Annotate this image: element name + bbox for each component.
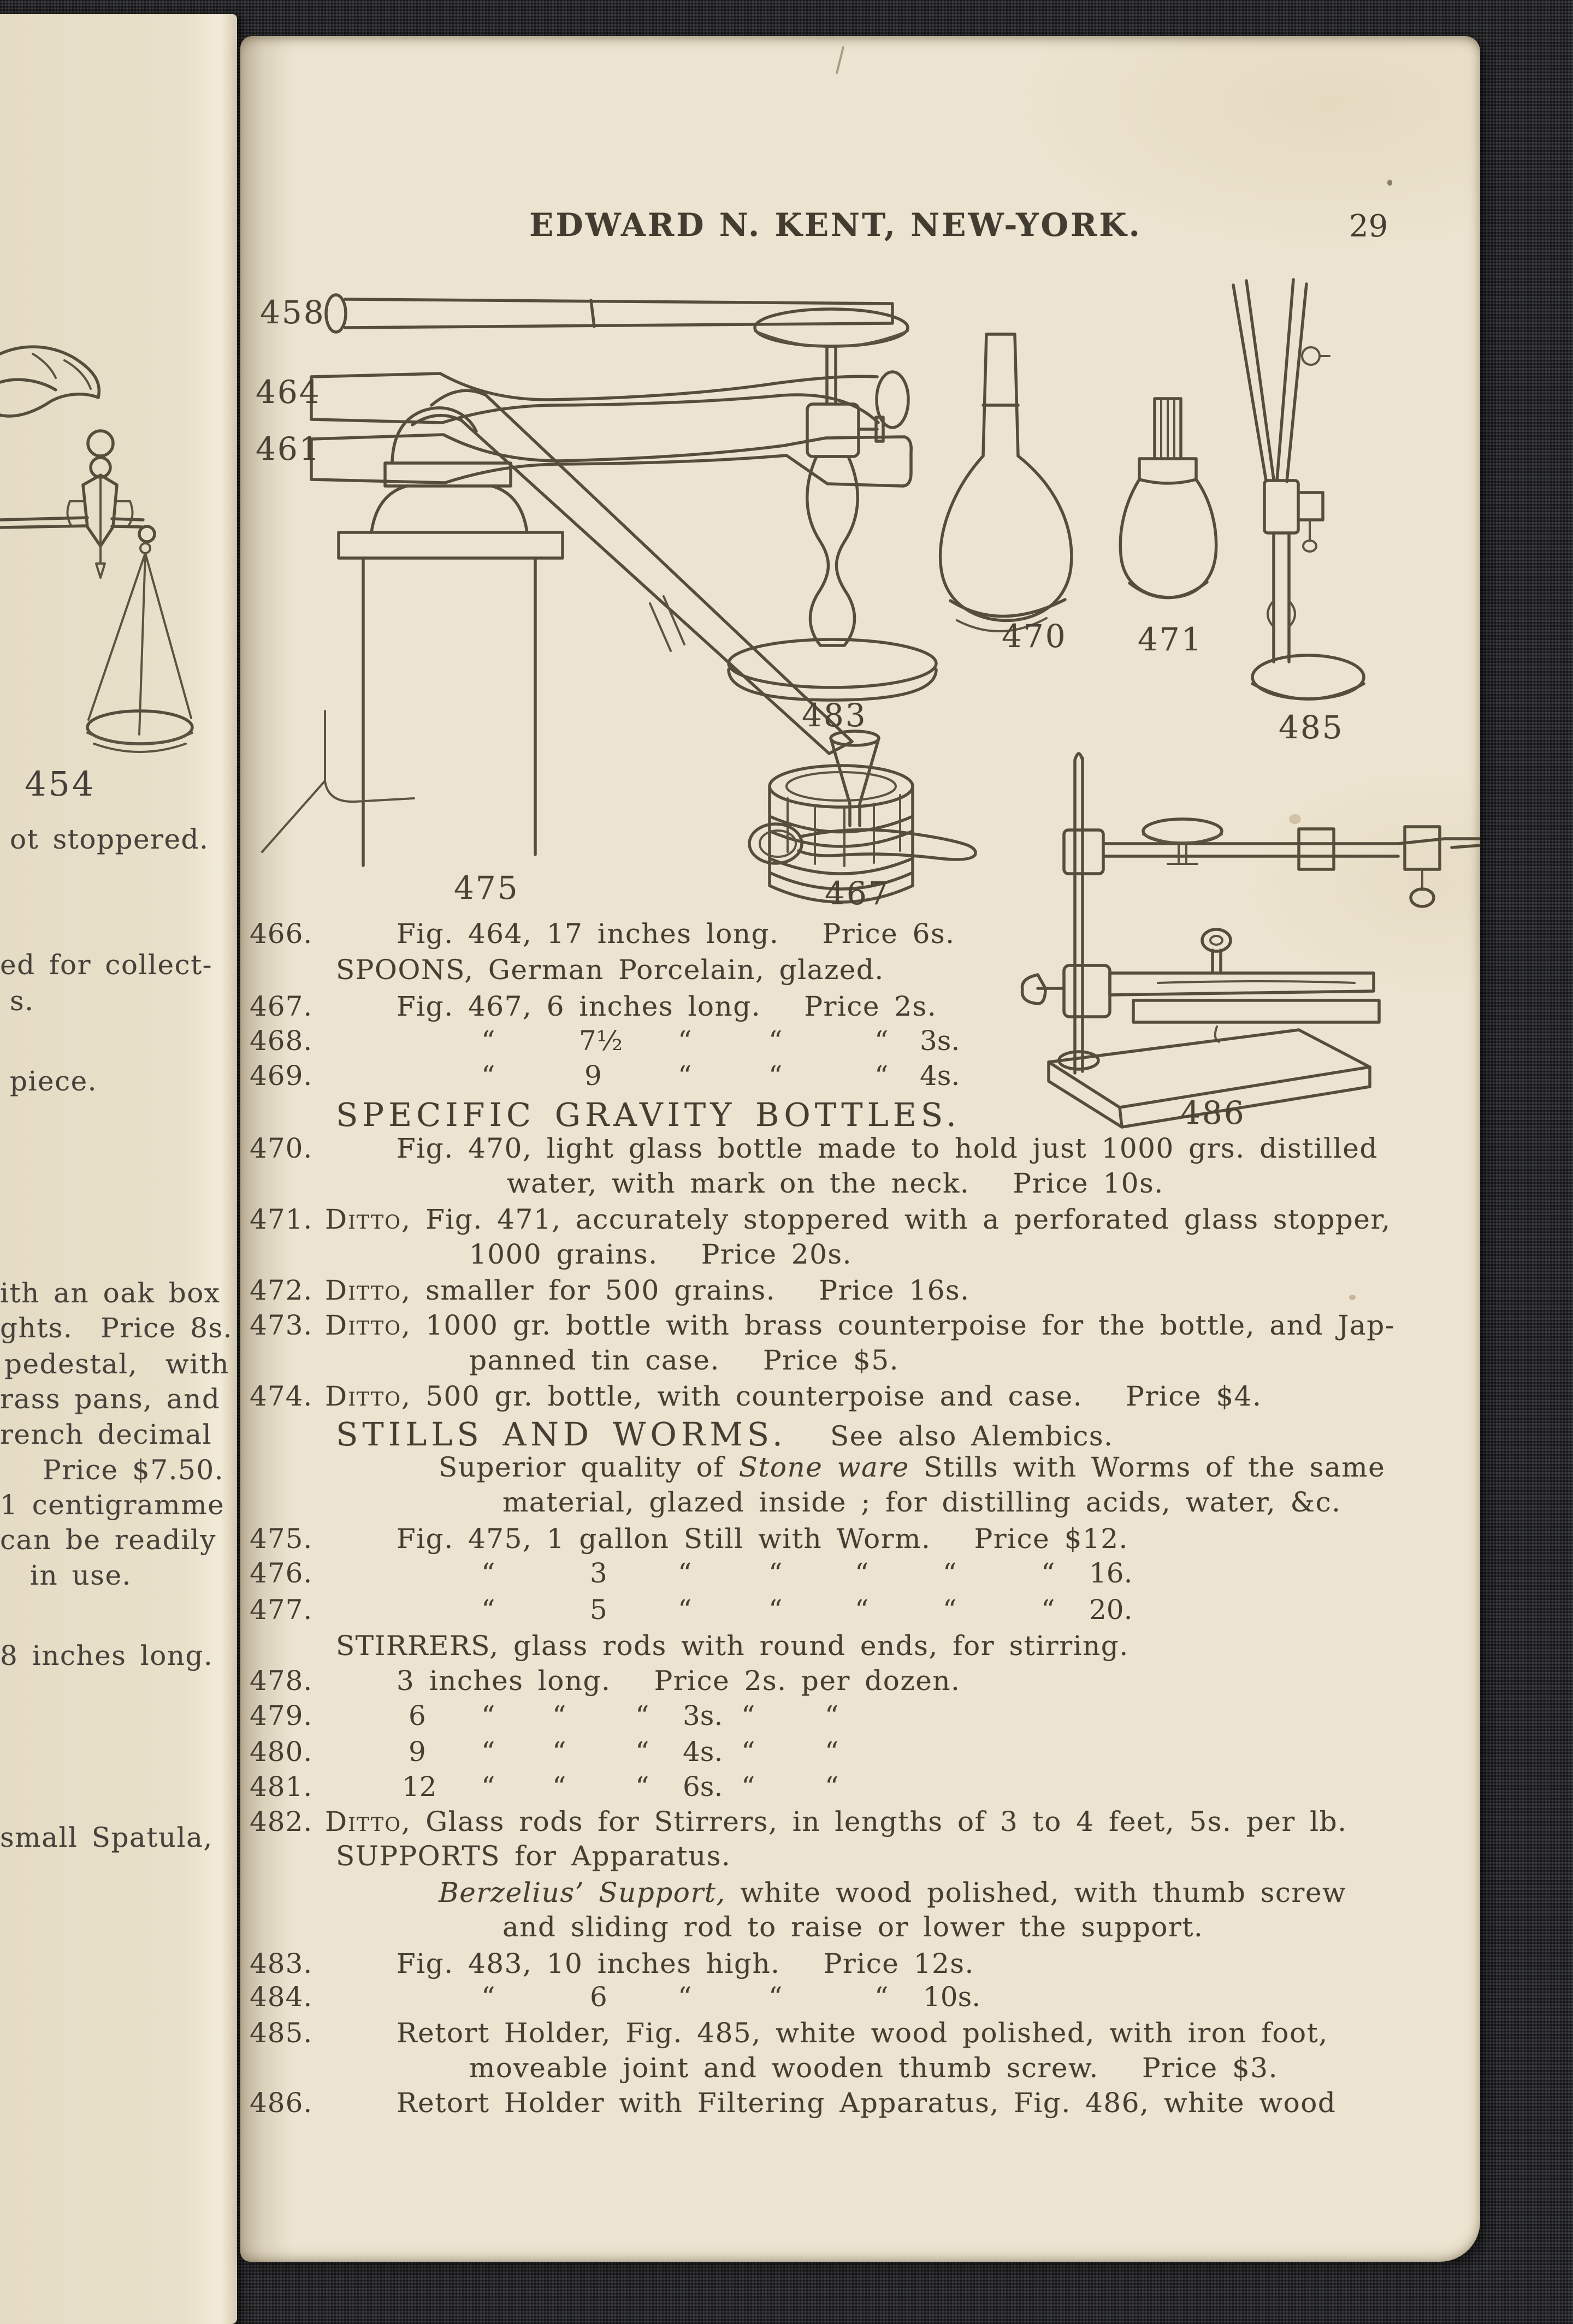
catalog-line [240, 954, 1480, 988]
figure-label-461: 461 [256, 430, 321, 467]
figure-label-471: 471 [1138, 621, 1203, 658]
catalog-line [240, 1060, 1480, 1094]
ditto-cell: 7½ [579, 1025, 623, 1057]
catalog-line [240, 1981, 1480, 2015]
ditto-cell: “ [481, 1025, 495, 1057]
left-page-fragment: Price $7.50. [43, 1454, 224, 1486]
left-page-fragment: ith an oak box [0, 1277, 221, 1309]
figure-label-486: 486 [1180, 1094, 1246, 1131]
ditto-cell: “ [1041, 1594, 1055, 1626]
line-text: Ditto, Glass rods for Stirrers, in lengths of 3 to 4 feet, 5s. per lb. [325, 1806, 1347, 1837]
line-text: Retort Holder, Fig. 485, white wood polished, with iron foot, [397, 2017, 1328, 2049]
ditto-cell: “ [825, 1771, 839, 1803]
ditto-cell: “ [481, 1981, 495, 2013]
ditto-cell: “ [481, 1557, 495, 1589]
ditto-cell: 9 [584, 1060, 602, 1092]
ditto-cell: “ [874, 1060, 889, 1092]
catalog-line [240, 991, 1480, 1024]
line-text: 1000 grains. Price 20s. [469, 1238, 852, 1270]
left-page [0, 14, 237, 2324]
figure-label-467: 467 [825, 875, 890, 912]
ditto-cell: “ [678, 1557, 692, 1589]
ditto-cell: “ [874, 1981, 889, 2013]
catalog-line [240, 1238, 1480, 1272]
figure-485-retort-holder [1233, 280, 1364, 699]
line-text: Fig. 464, 17 inches long. Price 6s. [397, 918, 955, 950]
line-text: Fig. 470, light glass bottle made to hold just 1000 grs. distilled [397, 1133, 1378, 1164]
catalog-line [240, 1771, 1480, 1805]
ditto-cell: “ [768, 1981, 783, 2013]
item-number: 477. [250, 1594, 313, 1626]
ditto-cell: 6s. [683, 1771, 723, 1803]
ditto-cell: “ [678, 1025, 692, 1057]
ditto-cell: “ [552, 1700, 566, 1732]
ditto-cell: “ [552, 1771, 566, 1803]
item-number: 468. [250, 1025, 313, 1057]
figure-label-470: 470 [1002, 618, 1067, 655]
ditto-cell: “ [678, 1981, 692, 2013]
item-number: 483. [250, 1948, 313, 1979]
figure-label-454: 454 [25, 764, 96, 804]
figure-471-stoppered-bottle [1120, 399, 1216, 598]
catalog-line [240, 1806, 1480, 1840]
item-number: 467. [250, 991, 313, 1022]
item-number: 476. [250, 1557, 313, 1589]
line-text: Ditto, 500 gr. bottle, with counterpoise and case. Price $4. [325, 1380, 1262, 1412]
ditto-cell: “ [635, 1736, 649, 1768]
left-page-fragment: ghts. Price 8s. [0, 1312, 233, 1344]
line-text: STIRRERS, glass rods with round ends, for stirring. [336, 1630, 1129, 1662]
line-text: water, with mark on the neck. Price 10s. [507, 1167, 1164, 1199]
item-number: 470. [250, 1133, 313, 1164]
catalog-line [240, 1204, 1480, 1237]
left-page-fragment: rass pans, and [0, 1383, 221, 1415]
paper-stain [1349, 1295, 1356, 1300]
line-text: Retort Holder with Filtering Apparatus, Fig. 486, white wood [397, 2087, 1337, 2119]
ditto-cell: “ [855, 1557, 869, 1589]
ditto-cell: “ [943, 1594, 957, 1626]
ditto-cell: “ [481, 1594, 495, 1626]
catalog-line [240, 1523, 1480, 1557]
figure-475-still-with-worm [262, 390, 913, 902]
catalog-line [240, 1344, 1480, 1378]
figure-470-specific-gravity-bottle [941, 334, 1072, 631]
catalog-line [240, 1309, 1480, 1343]
catalog-line [240, 1877, 1480, 1911]
ditto-cell: “ [1041, 1557, 1055, 1589]
figure-label-464: 464 [256, 374, 321, 411]
item-number: 466. [250, 918, 313, 950]
ditto-cell: 3 [590, 1557, 607, 1589]
catalog-line [240, 1133, 1480, 1166]
catalog-line [240, 2017, 1480, 2051]
figure-label-475: 475 [454, 869, 519, 906]
ditto-cell: “ [678, 1594, 692, 1626]
line-text: Ditto, 1000 gr. bottle with brass counterpoise for the bottle, and Jap- [325, 1309, 1395, 1341]
figure-label-483: 483 [802, 697, 867, 734]
catalog-page [240, 36, 1480, 2262]
ditto-cell: “ [874, 1025, 889, 1057]
line-text: Fig. 483, 10 inches high. Price 12s. [397, 1948, 974, 1979]
page-title: EDWARD N. KENT, NEW-YORK. [529, 206, 1142, 244]
ditto-cell: “ [481, 1700, 495, 1732]
line-text: Ditto, Fig. 471, accurately stoppered with a perforated glass stopper, [325, 1204, 1391, 1235]
figure-483-berzelius-support [729, 309, 936, 700]
item-number: 484. [250, 1981, 313, 2013]
catalog-line [240, 1700, 1480, 1734]
item-number: 478. [250, 1665, 313, 1697]
ditto-cell: “ [768, 1025, 783, 1057]
figure-464-spatula [311, 372, 908, 428]
catalog-line [240, 1096, 1480, 1134]
catalog-line [240, 1274, 1480, 1308]
ditto-cell: “ [481, 1771, 495, 1803]
catalog-line [240, 1630, 1480, 1664]
catalog-line [240, 1557, 1480, 1591]
left-page-fragment: piece. [10, 1065, 98, 1097]
item-number: 471. [250, 1204, 313, 1235]
ditto-cell: 9 [409, 1736, 426, 1768]
left-page-fragment: ed for collect- [0, 949, 213, 981]
item-number: 469. [250, 1060, 313, 1092]
line-text: Fig. 467, 6 inches long. Price 2s. [397, 991, 937, 1022]
left-page-fragment: in use. [30, 1560, 132, 1591]
ditto-cell: 4s. [683, 1736, 723, 1768]
ditto-cell: “ [825, 1736, 839, 1768]
ditto-cell: 10s. [923, 1981, 981, 2013]
item-number: 481. [250, 1771, 313, 1803]
item-number: 479. [250, 1700, 313, 1732]
ditto-cell: “ [943, 1557, 957, 1589]
line-text: Superior quality of Stone ware Stills with Worms of the same [439, 1451, 1386, 1483]
item-number: 485. [250, 2017, 313, 2049]
ditto-cell: “ [678, 1060, 692, 1092]
ditto-cell: 6 [409, 1700, 426, 1732]
item-number: 474. [250, 1380, 313, 1412]
line-text: SPOONS, German Porcelain, glazed. [336, 954, 884, 986]
catalog-line [240, 1911, 1480, 1945]
catalog-line [240, 1486, 1480, 1520]
catalog-line [240, 1948, 1480, 1982]
page-number: 29 [1349, 209, 1388, 244]
ditto-cell: “ [635, 1771, 649, 1803]
ditto-cell: “ [825, 1700, 839, 1732]
catalog-line [240, 1167, 1480, 1201]
catalog-line [240, 918, 1480, 952]
catalog-line [240, 1025, 1480, 1059]
catalog-line [240, 1415, 1480, 1453]
left-page-fragment: rench decimal [0, 1419, 212, 1450]
catalog-line [240, 2087, 1480, 2121]
left-page-fragment: small Spatula, [0, 1822, 213, 1853]
ditto-cell: “ [635, 1700, 649, 1732]
item-number: 472. [250, 1274, 313, 1306]
ditto-cell: “ [855, 1594, 869, 1626]
catalog-line [240, 1840, 1480, 1874]
ditto-cell: “ [768, 1557, 783, 1589]
left-page-fragment: 8 inches long. [0, 1640, 214, 1671]
catalog-line [240, 1736, 1480, 1770]
line-text: Berzelius’ Support, white wood polished, with thumb screw [439, 1877, 1347, 1908]
ditto-cell: 12 [402, 1771, 437, 1803]
ditto-cell: 20. [1089, 1594, 1133, 1626]
ditto-cell: “ [768, 1060, 783, 1092]
ditto-cell: 5 [590, 1594, 607, 1626]
line-text: SPECIFIC GRAVITY BOTTLES. [336, 1096, 961, 1134]
line-text: Ditto, smaller for 500 grains. Price 16s. [325, 1274, 970, 1306]
catalog-line [240, 1451, 1480, 1485]
ditto-cell: “ [768, 1594, 783, 1626]
catalog-line [240, 1380, 1480, 1414]
ditto-cell: “ [741, 1700, 755, 1732]
left-page-fragment: ot stoppered. [10, 823, 209, 855]
line-text: STILLS AND WORMS. See also Alembics. [336, 1415, 1114, 1453]
line-text: moveable joint and wooden thumb screw. Price $3. [469, 2052, 1278, 2084]
catalog-line [240, 1594, 1480, 1628]
paper-stain [1289, 814, 1301, 824]
paper-speck [1387, 180, 1392, 186]
line-text: panned tin case. Price $5. [469, 1344, 900, 1376]
line-text: and sliding rod to raise or lower the support. [502, 1911, 1204, 1943]
item-number: 486. [250, 2087, 313, 2119]
figure-461-spatula [311, 435, 911, 486]
ditto-cell: “ [481, 1060, 495, 1092]
item-number: 473. [250, 1309, 313, 1341]
ditto-cell: 3s. [683, 1700, 723, 1732]
left-page-fragment: can be readily [0, 1524, 216, 1556]
left-page-fragment: 1 centigramme [0, 1489, 225, 1521]
left-page-fragment: pedestal, with [4, 1348, 230, 1380]
catalog-line [240, 1665, 1480, 1699]
figure-label-485: 485 [1279, 709, 1344, 746]
item-number: 480. [250, 1736, 313, 1768]
ditto-cell: “ [741, 1771, 755, 1803]
ditto-cell: “ [552, 1736, 566, 1768]
line-text: SUPPORTS for Apparatus. [336, 1840, 731, 1872]
figure-label-458: 458 [260, 294, 326, 331]
ditto-cell: “ [481, 1736, 495, 1768]
ditto-cell: 16. [1089, 1557, 1133, 1589]
ditto-cell: 3s. [920, 1025, 960, 1057]
ditto-cell: “ [741, 1736, 755, 1768]
left-page-fragment: s. [10, 985, 34, 1017]
item-number: 482. [250, 1806, 313, 1837]
figure-458-glass-tube [326, 295, 892, 332]
line-text: material, glazed inside ; for distilling acids, water, &c. [502, 1486, 1341, 1518]
catalog-line [240, 2052, 1480, 2086]
line-text: 3 inches long. Price 2s. per dozen. [397, 1665, 961, 1697]
ditto-cell: 4s. [920, 1060, 960, 1092]
line-text: Fig. 475, 1 gallon Still with Worm. Price $12. [397, 1523, 1128, 1555]
ditto-cell: 6 [590, 1981, 607, 2013]
figure-454-hand-balance [0, 14, 237, 2324]
item-number: 475. [250, 1523, 313, 1555]
